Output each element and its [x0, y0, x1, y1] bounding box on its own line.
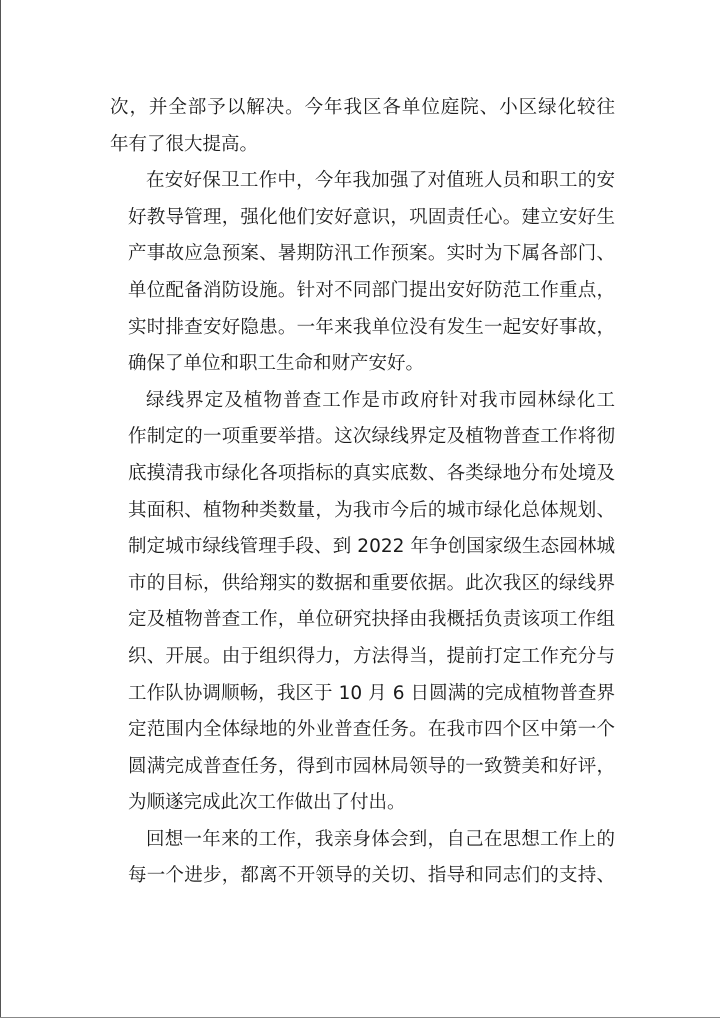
text-line: 年有了很大提高。	[110, 133, 259, 155]
text-line: 工作队协调顺畅，我区于 10 月 6 日圆满的完成植物普查界	[128, 682, 615, 704]
text-line: 圆满完成普查任务，得到市园林局领导的一致赞美和好评，	[128, 755, 615, 777]
page-left-edge	[0, 0, 1, 1018]
text-line: 制定城市绿线管理手段、到 2022 年争创国家级生态园林城	[128, 536, 615, 558]
paragraph-2	[110, 163, 615, 383]
text-line: 确保了单位和职工生命和财产安好。	[128, 353, 425, 375]
text-line: 回想一年来的工作，我亲身体会到，自己在思想工作上的	[146, 828, 615, 850]
text-line: 次，并全部予以解决。今年我区各单位庭院、小区绿化较往	[110, 97, 615, 118]
text-line: 其面积、植物种类数量，为我市今后的城市绿化总体规划、	[128, 499, 615, 521]
paragraph-1	[110, 90, 615, 163]
text-line: 为顺遂完成此次工作做出了付出。	[128, 792, 406, 814]
text-line: 每一个进步，都离不开领导的关切、指导和同志们的支持、	[128, 865, 615, 887]
text-line: 产事故应急预案、暑期防汛工作预案。实时为下属各部门、	[128, 243, 615, 265]
text-line: 在安好保卫工作中，今年我加强了对值班人员和职工的安	[146, 170, 615, 192]
text-line: 定及植物普查工作，单位研究抉择由我概括负责该项工作组	[128, 609, 615, 631]
text-line: 作制定的一项重要举措。这次绿线界定及植物普查工作将彻	[128, 426, 615, 448]
text-line: 底摸清我市绿化各项指标的真实底数、各类绿地分布处境及	[128, 462, 615, 484]
text-line: 市的目标，供给翔实的数据和重要依据。此次我区的绿线界	[128, 572, 615, 594]
paragraph-4	[110, 822, 615, 895]
paragraph-3	[110, 383, 615, 822]
text-line: 织、开展。由于组织得力，方法得当，提前打定工作充分与	[128, 645, 615, 667]
text-line: 单位配备消防设施。针对不同部门提出安好防范工作重点，	[128, 279, 615, 301]
text-line: 定范围内全体绿地的外业普查任务。在我市四个区中第一个	[128, 719, 615, 741]
text-line: 好教导管理，强化他们安好意识，巩固责任心。建立安好生	[128, 206, 615, 228]
text-line: 实时排查安好隐患。一年来我单位没有发生一起安好事故，	[128, 316, 615, 338]
document-body	[110, 90, 615, 895]
text-line: 绿线界定及植物普查工作是市政府针对我市园林绿化工	[146, 389, 615, 411]
